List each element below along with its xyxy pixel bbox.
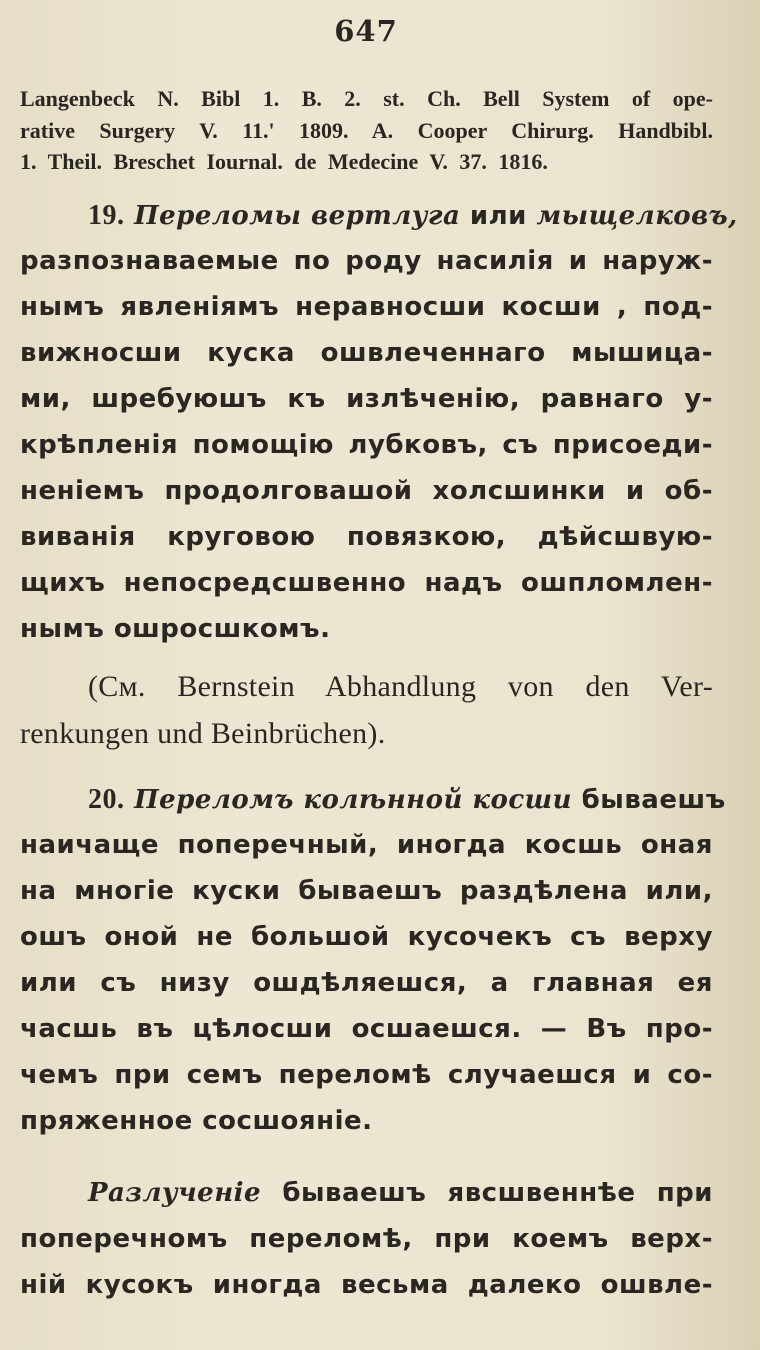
section-number: 20. [88,784,125,815]
heading-continuation: бываешъ явсшвеннѣе при [282,1178,713,1208]
paragraph-line: пряженное сосшояніе. [20,1106,373,1136]
paragraph-line: нымъ явленіямъ неравносши косши , под- [20,292,713,322]
paragraph-line: часшь въ цѣлосши осшаешся. — Въ про- [20,1014,713,1044]
paragraph-line: неніемъ продолговашой холсшинки и об- [20,476,713,506]
page-number: 647 [334,14,398,48]
section-number: 19. [88,200,125,231]
section-title-continued: мыщелковъ, [536,201,738,231]
paragraph-line: поперечномъ переломѣ, при коемъ верх- [20,1224,713,1254]
paragraph-line: ошъ оной не большой кусочекъ съ верху [20,922,713,952]
paragraph-line: виванія круговою повязкою, дѣйсшвую- [20,522,713,552]
paragraph-line: наичаще поперечный, иногда косшь оная [20,830,713,860]
paragraph-line: чемъ при семъ переломѣ случаешся и со- [20,1060,713,1090]
paragraph-line: или съ низу ошдѣляешся, а главная ея [20,968,713,998]
paragraph-line: вижносши куска ошвлеченнаго мышица- [20,338,713,368]
paragraph-line: на многіе куски бываешъ раздѣлена или, [20,876,713,906]
section-title: Разлученіе [88,1178,262,1208]
section-title: Переломъ колѣнной косши [134,785,573,815]
section-title: Переломы вертлуга [134,201,461,231]
reference-line: rative Surgery V. 11.' 1809. A. Cooper Chirurg. Handbibl. [20,118,713,143]
paragraph-line: крѣпленія помощію лубковъ, съ присоеди- [20,430,713,460]
paragraph-line: щихъ непосредсшвенно надъ ошпломлен- [20,568,713,598]
paragraph-line: ми, шребуюшъ къ излѣченію, равнаго у- [20,384,713,414]
paragraph-line: нымъ ошроcшкомъ. [20,614,331,644]
citation-line: renkungen und Beinbrüchen). [20,717,386,750]
paragraph-line: ній кусокъ иногда весьма далеко ошвле- [20,1270,713,1300]
citation-line: (См. Bernstein Abhandlung von den Ver- [88,670,713,703]
heading-continuation: бываешъ [581,785,726,815]
section-21-heading [88,1178,713,1208]
reference-line: 1. Theil. Breschet Iournal. de Medecine V. 37. 1816. [20,149,548,174]
reference-line: Langenbeck N. Bibl 1. B. 2. st. Ch. Bell System of ope- [20,86,713,111]
section-19-heading [88,200,738,232]
section-conjunction: или [469,201,527,231]
section-20-heading [88,784,726,816]
paragraph-line: разпознаваемые по роду насилія и наруж- [20,246,713,276]
